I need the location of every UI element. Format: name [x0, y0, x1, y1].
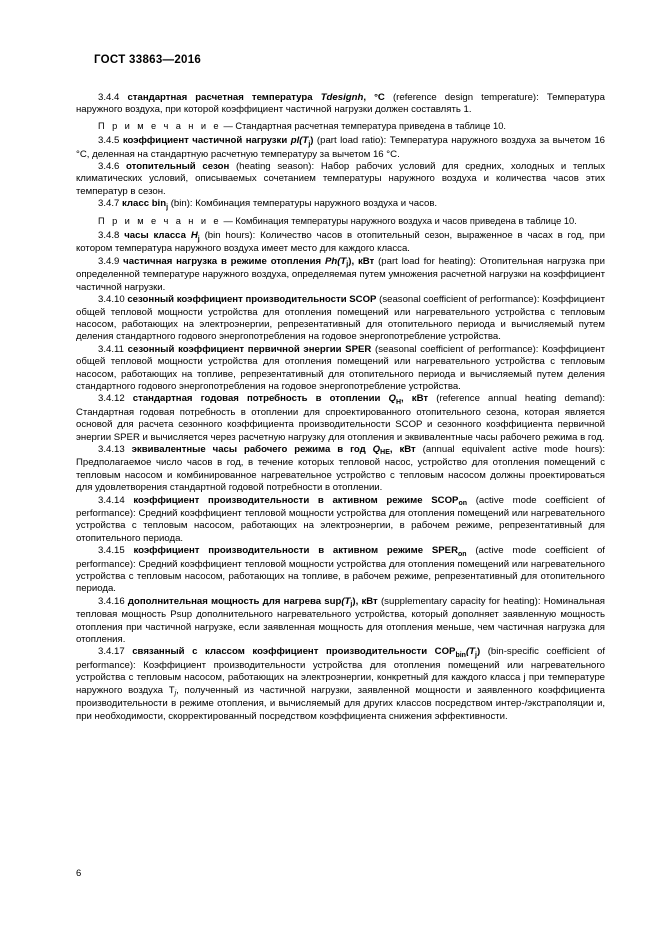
- clause-3-4-14: [76, 495, 605, 546]
- clause-3-4-4: [76, 92, 605, 117]
- clause-text: (bin hours): Количество часов в отопительный сезон, выраженное в часах в год, при котором температура наружного воздуха имеет место для каждого класса.: [76, 230, 605, 255]
- clause-symbol-close: ): [476, 646, 481, 658]
- clause-3-4-16: [76, 596, 605, 647]
- clause-text: (reference design temperature): Температура наружного воздуха, при которой коэффициент частичной нагрузки должен составлять 1.: [76, 92, 605, 116]
- clause-number: 3.4.16: [98, 595, 128, 607]
- clause-text: (active mode coefficient of performance): Средний коэффициент тепловой мощности устройства для отопления помещений или нагревательного устройства с тепловым насосом, работающих на топливе, в рабочем режиме, репрезентативный для отопительного периода.: [76, 545, 605, 595]
- clause-symbol-close: , кВт: [389, 443, 416, 455]
- note-1: [76, 120, 605, 132]
- clause-3-4-12: [76, 393, 605, 444]
- clause-text: (annual equivalent active mode hours): Предполагаемое число часов в год, в течение которых тепловой насос, устройство для отопления помещений с тепловым насосом и комбинированное нагревательное устройство с тепловым насосом должны проектироваться для удовлетворения стандартной годовой потребности в отоплении.: [76, 443, 605, 494]
- clause-symbol-paren: (T: [341, 595, 351, 607]
- clause-number: 3.4.15: [98, 545, 134, 557]
- clause-term: сезонный коэффициент первичной энергии SPER: [127, 343, 372, 355]
- clause-number: 3.4.17: [98, 646, 133, 658]
- standard-header: ГОСТ 33863—2016: [94, 54, 202, 66]
- clause-term: частичная нагрузка в режиме отопления: [123, 255, 325, 267]
- clause-subscript: j: [308, 140, 311, 148]
- note-2: [76, 215, 605, 227]
- clause-subscript: j: [197, 235, 200, 243]
- clause-text: (active mode coefficient of performance): Средний коэффициент тепловой мощности устройства для отопления помещений или нагревательного устройства с тепловым насосом, работающих на электроэнергии, в рабочем режиме, репрезентативный для отопительного периода.: [76, 494, 605, 544]
- clause-unit: , °С: [363, 92, 385, 103]
- clause-number: 3.4.5: [98, 135, 123, 147]
- clause-term: связанный с классом коэффициент производительности COP: [132, 646, 456, 658]
- clause-symbol-close: , кВт: [401, 393, 429, 405]
- clause-term: класс bin: [122, 198, 167, 210]
- clause-text: (heating season): Набор рабочих условий для средних, холодных и теплых климатических условий, описываемых сочетанием температуры наружного воздуха и количества часов этих температур в сезон.: [76, 161, 605, 197]
- note-label: П р и м е ч а н и е: [98, 120, 221, 131]
- clause-number: 3.4.11: [98, 343, 128, 355]
- clause-term: сезонный коэффициент производительности SCOP: [127, 294, 377, 306]
- clause-term: часы класса: [124, 230, 191, 242]
- clause-symbol-close: ), кВт: [352, 595, 378, 607]
- clause-number: 3.4.4: [98, 92, 128, 103]
- note-text: — Стандартная расчетная температура приведена в таблице 10.: [220, 120, 506, 131]
- clause-3-4-7: [76, 198, 605, 211]
- clause-symbol-close: ): [310, 135, 314, 147]
- clause-subscript-2: j: [475, 651, 477, 659]
- clause-term: коэффициент производительности в активном режиме SCOP: [133, 494, 459, 506]
- clause-subscript: on: [458, 500, 468, 508]
- clause-text: (seasonal coefficient of performance): Коэффициент общей тепловой мощности устройства для отопления помещений или нагревательного устройства с тепловым насосом, работающих на топливе, репрезентативный для отопительного периода и вычисляемый путем деления стандартного годового энергопотребления на годовое энергопотребление устройства.: [76, 343, 605, 392]
- clause-number: 3.4.12: [98, 393, 133, 405]
- note-label: П р и м е ч а н и е: [98, 215, 221, 226]
- clause-text: (reference annual heating demand): Стандартная годовая потребность в отоплении для спроектированного отопительного сезона, которая является основой для расчета сезонного коэффициента производительности SCOP и сезонного коэффициента первичной энергии SPER и вычисляется через расчетную нагрузку для отопления и эквивалентные часы рабочего режима в год.: [76, 393, 606, 443]
- clause-term: стандартная расчетная температура: [127, 92, 321, 103]
- clause-term: отопительный сезон: [126, 161, 230, 173]
- clause-symbol-paren: (T: [465, 646, 476, 658]
- page-number: 6: [76, 868, 82, 879]
- clause-subscript: on: [458, 550, 467, 558]
- clause-number: 3.4.9: [98, 255, 124, 267]
- clause-subscript: bin: [455, 651, 466, 659]
- clause-inline-subscript: j: [174, 690, 177, 698]
- clause-term: стандартная годовая потребность в отоплении: [132, 393, 389, 405]
- clause-symbol-close: ), кВт: [348, 255, 375, 267]
- clause-number: 3.4.8: [98, 230, 125, 242]
- clause-number: 3.4.10: [98, 294, 128, 306]
- clause-symbol: Q: [372, 443, 381, 455]
- clause-symbol: Ph: [324, 255, 338, 267]
- clause-number: 3.4.7: [98, 198, 123, 210]
- clause-3-4-13: [76, 444, 605, 495]
- clause-term: дополнительная мощность для нагрева sup: [127, 595, 342, 607]
- clause-3-4-6: [76, 161, 605, 198]
- clause-subscript: HE: [380, 449, 390, 457]
- clause-symbol: Tdesignh: [320, 92, 364, 103]
- clause-symbol: Q: [388, 393, 396, 405]
- clause-text: (seasonal coefficient of performance): Коэффициент общей тепловой мощности устройства для отопления помещений или нагревательного устройства с тепловым насосом, работающих на электроэнергии, репрезентативный для отопительного периода и вычисляемый путем деления стандартного годового энергопотребления на годовое энергопотребление устройства.: [76, 294, 605, 343]
- clause-text: (part load for heating): Отопительная нагрузка при определенной температуре наружного воздуха, определяемая путем умножения расчетной нагрузки на коэффициент частичной нагрузки.: [76, 255, 606, 293]
- clause-3-4-10: [76, 294, 605, 344]
- clause-symbol-paren: (T: [299, 135, 309, 147]
- clause-subscript: j: [350, 601, 353, 609]
- clause-3-4-17: [76, 646, 605, 722]
- clause-3-4-15: [76, 545, 605, 596]
- document-body: [76, 92, 605, 723]
- note-text: — Комбинация температуры наружного воздуха и часов приведена в таблице 10.: [220, 215, 577, 226]
- clause-symbol-paren: (T: [337, 255, 347, 267]
- clause-3-4-11: [76, 344, 605, 394]
- clause-text: (bin-specific coefficient of performance): Коэффициент производительности устройства для отопления помещений или нагревательного устройства с тепловым насосом, работающих на электроэнергии, конкретный для каждого класса j при температуре наружного воздуха T: [76, 646, 605, 696]
- clause-number: 3.4.6: [98, 161, 127, 173]
- clause-subscript: j: [166, 203, 169, 211]
- clause-text: (part load ratio): Температура наружного воздуха за вычетом 16 °С, деленная на стандартную расчетную температуру за вычетом 16 °С.: [76, 135, 605, 160]
- clause-term: коэффициент частичной нагрузки: [122, 135, 291, 147]
- clause-text: (supplementary capacity for heating): Номинальная тепловая мощность Рsup дополнительного нагревательного устройства, который дополняет заявленную мощность отопления при частичной нагрузке, если заявленная мощность для отопления меньше, чем частичная нагрузка для отопления.: [76, 595, 606, 646]
- clause-number: 3.4.13: [98, 443, 132, 455]
- clause-symbol: H: [190, 230, 198, 242]
- clause-text-2: , полученный из частичной нагрузки, заявленной мощности и заявленного коэффициента производительности в режиме отопления, и вычисляемый для других классов посредством интер-/экстраполяции и, при необходимости, скорректированный посредством коэффициента снижения эффективности.: [76, 684, 605, 722]
- clause-subscript: H: [395, 398, 402, 406]
- clause-3-4-8: [76, 230, 605, 256]
- clause-term: эквивалентные часы рабочего режима в год: [131, 443, 373, 455]
- clause-subscript: j: [346, 261, 349, 269]
- clause-3-4-5: [76, 135, 605, 161]
- clause-text: (bin): Комбинация температуры наружного воздуха и часов.: [168, 198, 438, 210]
- clause-number: 3.4.14: [98, 494, 134, 506]
- clause-3-4-9: [76, 256, 605, 294]
- clause-symbol: pl: [290, 135, 300, 147]
- clause-term: коэффициент производительности в активном режиме SPER: [133, 545, 459, 557]
